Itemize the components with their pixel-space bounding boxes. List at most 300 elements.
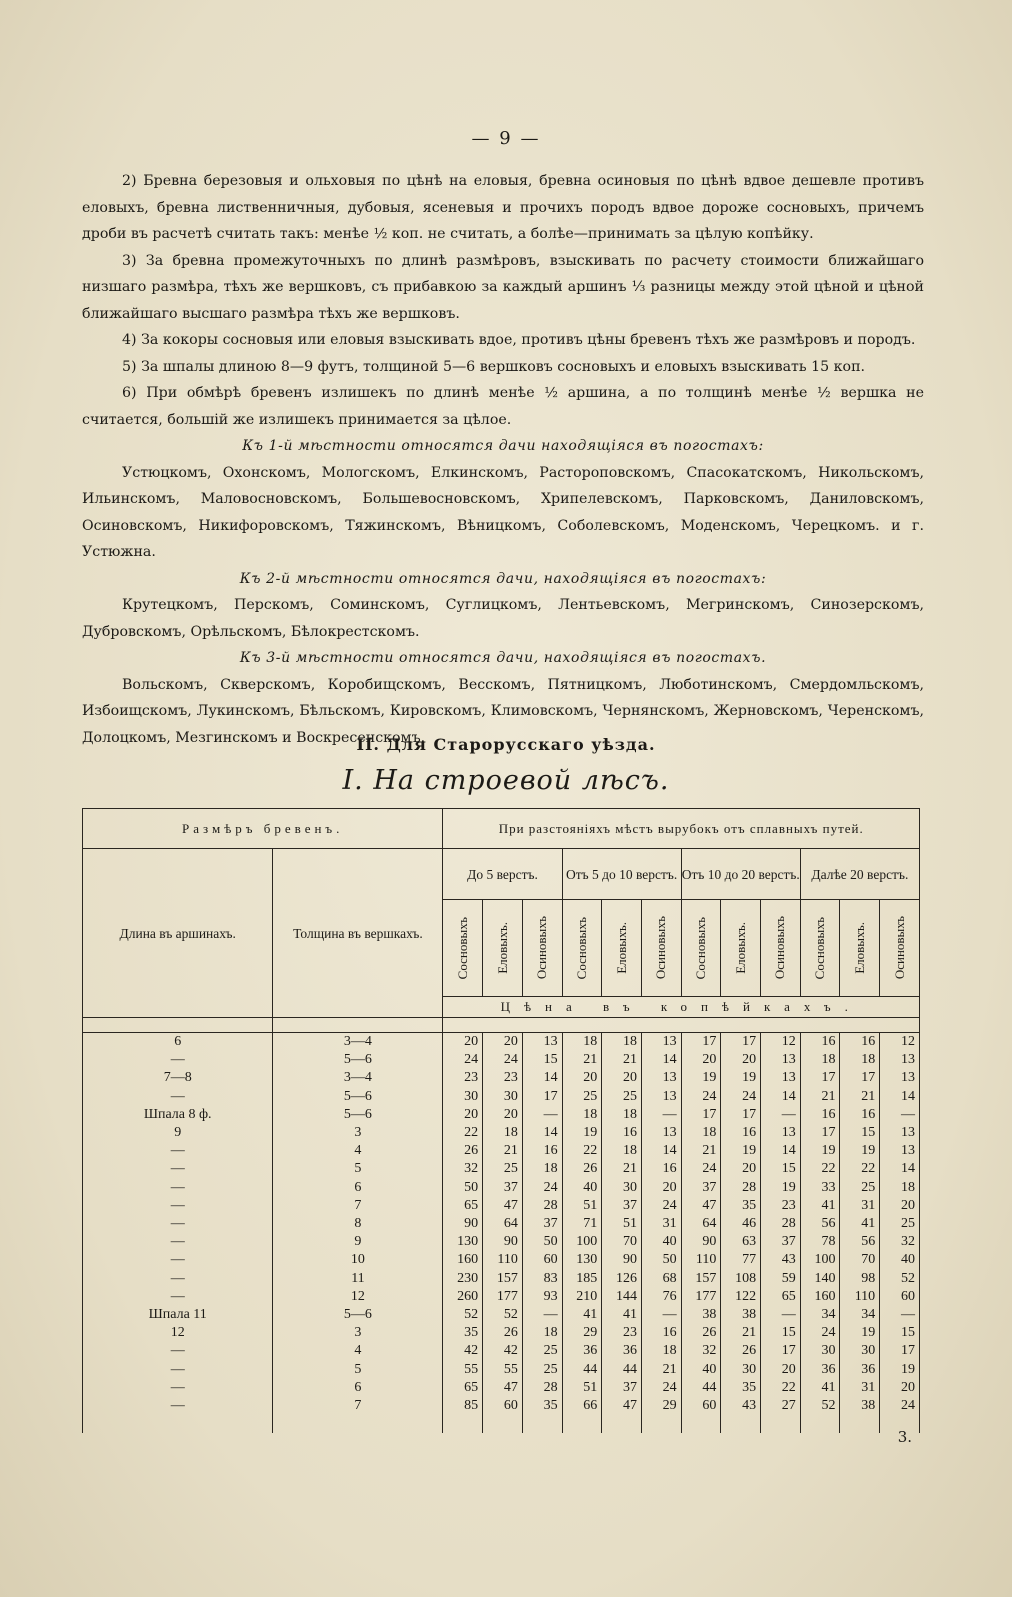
price-cell: 68 [641,1270,681,1288]
price-cell: 50 [443,1179,483,1197]
length-cell: 12 [83,1324,273,1342]
thickness-cell: 4 [273,1342,443,1360]
price-cell: — [522,1306,562,1324]
price-cell: 14 [641,1142,681,1160]
price-cell: 18 [483,1124,523,1142]
table-row [83,1069,920,1087]
price-cell: 35 [522,1397,562,1415]
price-cell: 44 [681,1379,721,1397]
price-cell: 65 [443,1379,483,1397]
price-cell: 110 [840,1288,880,1306]
price-cell: 29 [562,1324,602,1342]
length-cell: — [83,1197,273,1215]
price-cell: 100 [800,1251,840,1269]
price-cell: 47 [602,1397,642,1415]
price-cell: 20 [483,1033,523,1052]
price-cell: 15 [761,1160,801,1178]
price-cell: 210 [562,1288,602,1306]
price-cell: 15 [761,1324,801,1342]
price-cell: — [761,1306,801,1324]
body-text [82,168,924,751]
locality-1-caption: Къ 1-й мѣстности относятся дачи находящіяся въ погостахъ: [242,438,764,454]
price-cell: 15 [522,1051,562,1069]
price-cell: 55 [443,1361,483,1379]
subsection-title: I. На строевой лѣсъ. [342,765,670,796]
distance-col-3: Отъ 10 до 20 верстъ. [681,849,800,900]
price-cell: 31 [840,1379,880,1397]
wood-type-header: Осиновыхъ [522,900,562,997]
price-cell: 34 [840,1306,880,1324]
price-cell: 40 [562,1179,602,1197]
price-cell: 13 [641,1069,681,1087]
price-cell: 14 [880,1088,920,1106]
price-cell: — [641,1306,681,1324]
price-cell: 130 [562,1251,602,1269]
price-cell: 17 [880,1342,920,1360]
price-cell: 18 [602,1033,642,1052]
price-cell: 23 [443,1069,483,1087]
price-cell: 22 [840,1160,880,1178]
table-row [83,1088,920,1106]
price-cell: 13 [641,1124,681,1142]
price-cell: 18 [681,1124,721,1142]
price-cell: 19 [840,1324,880,1342]
price-cell: 51 [562,1197,602,1215]
table-row [83,1033,920,1052]
price-cell: 23 [602,1324,642,1342]
price-cell: 26 [483,1324,523,1342]
price-cell: 27 [761,1397,801,1415]
price-cell: 38 [840,1397,880,1415]
price-cell: 37 [602,1197,642,1215]
wood-type-header: Еловыхъ. [721,900,761,997]
price-cell: 21 [602,1160,642,1178]
price-cell: 21 [562,1051,602,1069]
price-cell: 37 [602,1379,642,1397]
price-cell: 100 [562,1233,602,1251]
price-cell: 19 [880,1361,920,1379]
page-number: — 9 — [471,128,541,149]
table-row [83,1361,920,1379]
price-cell: 26 [443,1142,483,1160]
price-cell: 31 [840,1197,880,1215]
price-cell: 41 [800,1379,840,1397]
length-cell: — [83,1215,273,1233]
price-cell: 20 [641,1179,681,1197]
price-cell: 22 [800,1160,840,1178]
price-cell: 14 [641,1051,681,1069]
price-cell: 19 [721,1142,761,1160]
price-cell: 12 [761,1033,801,1052]
price-cell: 20 [721,1051,761,1069]
locality-3-caption: Къ 3-й мѣстности относятся дачи, находящіяся въ погостахъ. [239,650,767,666]
price-cell: 22 [562,1142,602,1160]
length-cell: — [83,1270,273,1288]
wood-type-header: Осиновыхъ [761,900,801,997]
price-cell: 90 [483,1233,523,1251]
price-cell: 16 [522,1142,562,1160]
price-cell: 13 [880,1069,920,1087]
price-cell: 18 [641,1342,681,1360]
length-cell: Шпала 8 ф. [83,1106,273,1124]
price-cell: 18 [562,1106,602,1124]
signature-mark: 3. [897,1428,912,1446]
price-cell: 16 [840,1106,880,1124]
price-cell: 52 [443,1306,483,1324]
distance-col-2: Отъ 5 до 10 верстъ. [562,849,681,900]
distance-col-4: Далѣе 20 верстъ. [800,849,919,900]
price-cell: 70 [602,1233,642,1251]
price-cell: 29 [641,1397,681,1415]
price-cell: 160 [443,1251,483,1269]
length-cell: 6 [83,1033,273,1052]
price-cell: 20 [721,1160,761,1178]
price-cell: 33 [800,1179,840,1197]
price-cell: 47 [681,1197,721,1215]
price-cell: — [641,1106,681,1124]
price-cell: 34 [800,1306,840,1324]
price-cell: 15 [840,1124,880,1142]
price-cell: 19 [800,1142,840,1160]
price-cell: 177 [483,1288,523,1306]
price-cell: 140 [800,1270,840,1288]
price-cell: 50 [641,1251,681,1269]
table-row [83,1306,920,1324]
length-cell: — [83,1233,273,1251]
table-row [83,1179,920,1197]
price-cell: 17 [840,1069,880,1087]
table-row [83,1124,920,1142]
price-cell: 98 [840,1270,880,1288]
price-cell: 185 [562,1270,602,1288]
length-cell: — [83,1361,273,1379]
price-cell: 20 [761,1361,801,1379]
price-cell: 16 [800,1106,840,1124]
thickness-header: Толщина въ вершкахъ. [273,849,443,1018]
price-cell: 23 [483,1069,523,1087]
length-cell: 7—8 [83,1069,273,1087]
price-cell: 30 [721,1361,761,1379]
price-cell: 19 [721,1069,761,1087]
price-cell: 28 [522,1197,562,1215]
price-cell: 32 [681,1342,721,1360]
price-cell: 38 [681,1306,721,1324]
length-cell: Шпала 11 [83,1306,273,1324]
price-cell: 21 [483,1142,523,1160]
price-cell: 26 [562,1160,602,1178]
price-cell: 24 [522,1179,562,1197]
price-cell: 21 [681,1142,721,1160]
price-cell: 31 [641,1215,681,1233]
price-cell: 16 [800,1033,840,1052]
price-cell: 42 [443,1342,483,1360]
price-cell: 144 [602,1288,642,1306]
price-cell: 90 [681,1233,721,1251]
price-cell: 25 [562,1088,602,1106]
thickness-cell: 3 [273,1324,443,1342]
length-cell: — [83,1342,273,1360]
table-row [83,1233,920,1251]
price-cell: 76 [641,1288,681,1306]
price-cell: 43 [721,1397,761,1415]
price-cell: 14 [522,1124,562,1142]
price-cell: 25 [602,1088,642,1106]
table-row [83,1106,920,1124]
price-cell: 28 [721,1179,761,1197]
price-cell: 28 [761,1215,801,1233]
price-cell: 22 [761,1379,801,1397]
price-cell: 36 [602,1342,642,1360]
price-cell: 41 [602,1306,642,1324]
price-cell: 126 [602,1270,642,1288]
thickness-cell: 11 [273,1270,443,1288]
wood-type-header: Осиновыхъ [880,900,920,997]
price-cell: 64 [483,1215,523,1233]
paragraph-2: 2) Бревна березовыя и ольховыя по цѣнѣ на еловыя, бревна осиновыя по цѣнѣ вдвое дешевле противъ еловыхъ, бревна лиственничныя, дубовыя, ясеневыя и прочихъ породъ вдвое дороже сосновыхъ, причемъ дроби въ расчетѣ считать такъ: менѣе ½ коп. не считать, а болѣе—принимать за цѣлую копѣйку. [82,173,924,242]
length-header: Длина въ аршинахъ. [83,849,273,1018]
price-cell: 66 [562,1397,602,1415]
price-cell: 17 [681,1106,721,1124]
price-cell: 14 [761,1142,801,1160]
locality-2-caption: Къ 2-й мѣстности относятся дачи, находящіяся въ погостахъ: [239,570,767,587]
thickness-cell: 3—4 [273,1069,443,1087]
price-cell: 78 [800,1233,840,1251]
price-cell: — [880,1306,920,1324]
price-cell: 43 [761,1251,801,1269]
price-cell: 56 [840,1233,880,1251]
price-cell: 25 [483,1160,523,1178]
price-cell: 37 [761,1233,801,1251]
thickness-cell: 6 [273,1179,443,1197]
price-cell: 28 [522,1379,562,1397]
thickness-cell: 5 [273,1361,443,1379]
paragraph-6: 6) При обмѣрѣ бревенъ излишекъ по длинѣ менѣе ½ аршина, а по толщинѣ менѣе ½ вершка не считается, большій же излишекъ принимается за цѣлое. [82,385,924,428]
price-cell: 19 [840,1142,880,1160]
table-row [83,1215,920,1233]
price-cell: 177 [681,1288,721,1306]
price-cell: 13 [522,1033,562,1052]
price-cell: 36 [800,1361,840,1379]
length-cell: — [83,1088,273,1106]
price-cell: 24 [721,1088,761,1106]
price-cell: 56 [800,1215,840,1233]
table-row [83,1342,920,1360]
price-cell: 36 [840,1361,880,1379]
table-body [83,1033,920,1434]
price-cell: 20 [880,1197,920,1215]
paragraph-4: 4) За кокоры сосновыя или еловыя взыскивать вдое, противъ цѣны бревенъ тѣхъ же размѣровъ и породъ. [122,332,916,348]
price-cell: 110 [681,1251,721,1269]
price-cell: 108 [721,1270,761,1288]
price-cell: 40 [880,1251,920,1269]
thickness-cell: 10 [273,1251,443,1269]
price-cell: 30 [840,1342,880,1360]
price-cell: 19 [562,1124,602,1142]
price-cell: 93 [522,1288,562,1306]
wood-type-header: Сосновыхъ [800,900,840,997]
price-cell: 35 [721,1197,761,1215]
price-cell: 17 [522,1088,562,1106]
price-cell: 26 [721,1342,761,1360]
price-cell: 90 [443,1215,483,1233]
thickness-cell: 3 [273,1124,443,1142]
wood-type-header: Сосновыхъ [681,900,721,997]
table-row [83,1270,920,1288]
length-cell: — [83,1251,273,1269]
price-cell: 24 [800,1324,840,1342]
price-cell: 32 [443,1160,483,1178]
price-cell: 25 [522,1342,562,1360]
price-cell: 46 [721,1215,761,1233]
price-cell: 16 [641,1324,681,1342]
thickness-cell: 4 [273,1142,443,1160]
price-cell: 20 [681,1051,721,1069]
price-cell: 14 [761,1088,801,1106]
thickness-cell: 9 [273,1233,443,1251]
price-cell: 24 [641,1197,681,1215]
locality-1-list: Устюцкомъ, Охонскомъ, Мологскомъ, Елкинскомъ, Растороповскомъ, Спасокатскомъ, Никольскомъ, Ильинскомъ, Маловосновскомъ, Большевосновскомъ, Хрипелевскомъ, Парковскомъ, Даниловскомъ, Осиновскомъ, Никифоровскомъ, Тяжинскомъ, Вѣницкомъ, Соболевскомъ, Моденскомъ, Черецкомъ. и г. Устюжна. [82,464,924,560]
price-cell: 41 [562,1306,602,1324]
price-cell: 65 [443,1197,483,1215]
price-cell: 24 [681,1088,721,1106]
table-row [83,1379,920,1397]
price-cell: 37 [522,1215,562,1233]
price-cell: 21 [641,1361,681,1379]
price-cell: 17 [721,1106,761,1124]
price-cell: 30 [443,1088,483,1106]
price-unit-label: Цѣна въ копѣйкахъ. [443,997,920,1018]
price-cell: 21 [840,1088,880,1106]
price-cell: 37 [483,1179,523,1197]
thickness-cell: 7 [273,1397,443,1415]
table-row [83,1197,920,1215]
wood-type-header: Сосновыхъ [562,900,602,997]
price-cell: 110 [483,1251,523,1269]
price-cell: 41 [840,1215,880,1233]
price-cell: 18 [880,1179,920,1197]
price-cell: 30 [483,1088,523,1106]
price-cell: 50 [522,1233,562,1251]
price-cell: 13 [880,1124,920,1142]
price-cell: 37 [681,1179,721,1197]
price-cell: 13 [641,1033,681,1052]
price-cell: 24 [641,1379,681,1397]
price-cell: 63 [721,1233,761,1251]
price-cell: 25 [880,1215,920,1233]
length-cell: — [83,1160,273,1178]
price-cell: 122 [721,1288,761,1306]
price-cell: 47 [483,1379,523,1397]
wood-type-header: Еловыхъ. [840,900,880,997]
price-cell: 38 [721,1306,761,1324]
locality-2-list: Крутецкомъ, Перскомъ, Соминскомъ, Суглицкомъ, Лентьевскомъ, Мегринскомъ, Синозерскомъ, Дубровскомъ, Орѣльскомъ, Бѣлокрестскомъ. [82,597,924,640]
price-cell: 42 [483,1342,523,1360]
price-cell: 17 [681,1033,721,1052]
length-cell: — [83,1379,273,1397]
thickness-cell: 6 [273,1379,443,1397]
price-cell: 24 [443,1051,483,1069]
price-cell: 18 [602,1142,642,1160]
price-cell: 83 [522,1270,562,1288]
wood-type-header: Осиновыхъ [641,900,681,997]
price-cell: 157 [483,1270,523,1288]
length-cell: — [83,1288,273,1306]
price-cell: 40 [641,1233,681,1251]
price-cell: 14 [522,1069,562,1087]
price-cell: 60 [880,1288,920,1306]
price-cell: 59 [761,1270,801,1288]
price-cell: 160 [800,1288,840,1306]
paragraph-3: 3) За бревна промежуточныхъ по длинѣ размѣровъ, взыскивать по расчету стоимости ближайшаго низшаго размѣра, тѣхъ же вершковъ, съ прибавкою за каждый аршинъ ⅓ разницы между этой цѣной и цѣной ближайшаго высшаго размѣра тѣхъ же вершковъ. [82,252,924,322]
price-cell: — [522,1106,562,1124]
price-cell: 18 [522,1160,562,1178]
price-cell: 18 [840,1051,880,1069]
price-cell: 26 [681,1324,721,1342]
price-cell: 65 [761,1288,801,1306]
price-cell: 13 [761,1124,801,1142]
price-cell: 20 [562,1069,602,1087]
price-cell: 60 [522,1251,562,1269]
table-row [83,1160,920,1178]
thickness-cell: 3—4 [273,1033,443,1052]
table-row [83,1051,920,1069]
price-cell: 85 [443,1397,483,1415]
price-cell: 13 [880,1051,920,1069]
price-cell: 13 [761,1069,801,1087]
price-cell: 25 [840,1179,880,1197]
price-cell: 44 [562,1361,602,1379]
price-cell: 16 [602,1124,642,1142]
table-row [83,1251,920,1269]
price-cell: 18 [602,1106,642,1124]
wood-type-header: Сосновыхъ [443,900,483,997]
price-cell: 15 [880,1324,920,1342]
price-cell: 16 [721,1124,761,1142]
price-cell: 18 [522,1324,562,1342]
price-cell: 13 [641,1088,681,1106]
locality-3-list: Вольскомъ, Скверскомъ, Коробищскомъ, Весскомъ, Пятницкомъ, Люботинскомъ, Смердомльскомъ, Избоищскомъ, Лукинскомъ, Бѣльскомъ, Кировскомъ, Климовскомъ, Чернянскомъ, Жерновскомъ, Черенскомъ, Долоцкомъ, Мезгинскомъ и Воскресенскомъ. [82,676,924,746]
thickness-cell: 5—6 [273,1088,443,1106]
price-cell: 130 [443,1233,483,1251]
price-cell: 24 [681,1160,721,1178]
price-cell: — [761,1106,801,1124]
price-cell: 52 [800,1397,840,1415]
price-cell: 21 [721,1324,761,1342]
price-cell: 13 [761,1051,801,1069]
price-cell: 18 [562,1033,602,1052]
price-cell: 24 [483,1051,523,1069]
thickness-cell: 5—6 [273,1106,443,1124]
table-row [83,1288,920,1306]
price-cell: 19 [761,1179,801,1197]
thickness-cell: 5—6 [273,1051,443,1069]
thickness-cell: 5—6 [273,1306,443,1324]
price-cell: 24 [880,1397,920,1415]
price-table [82,808,920,1433]
price-cell: 25 [522,1361,562,1379]
price-cell: 70 [840,1251,880,1269]
length-cell: — [83,1142,273,1160]
distance-col-1: До 5 верстъ. [443,849,562,900]
price-cell: 41 [800,1197,840,1215]
price-cell: 260 [443,1288,483,1306]
price-cell: 77 [721,1251,761,1269]
price-cell: 60 [681,1397,721,1415]
price-cell: 35 [721,1379,761,1397]
price-cell: 21 [602,1051,642,1069]
price-cell: 17 [800,1124,840,1142]
size-header: Размѣръ бревенъ. [83,809,443,849]
